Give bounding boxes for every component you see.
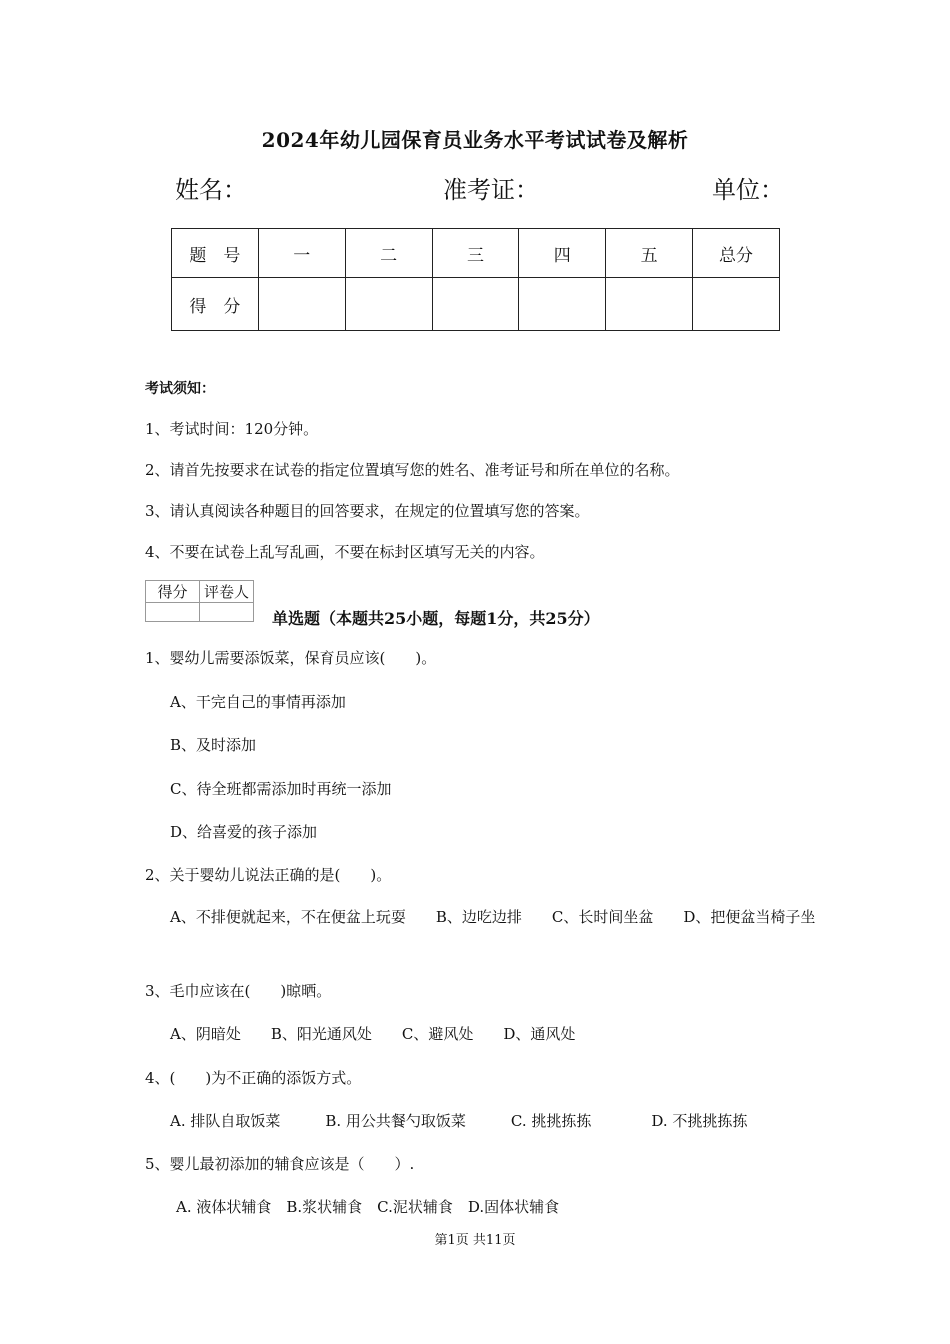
score-cell-part-3 [432,278,519,331]
question-options-inline: A. 排队自取饭菜 B. 用公共餐勺取饭菜 C. 挑挑拣拣 D. 不挑挑拣拣 [170,1112,748,1130]
question-options-inline: A、不排便就起来，不在便盆上玩耍 B、边吃边排 C、长时间坐盆 D、把便盆当椅子坐 [170,908,816,926]
grader-name-cell [200,603,254,622]
score-table-score-row [172,278,780,331]
name-field-label: 姓名： [175,176,247,204]
score-header-part-5: 五 [606,229,693,278]
question-stem: 5、婴儿最初添加的辅食应该是（ ）. [145,1155,415,1173]
score-cell-part-1 [258,278,345,331]
question-stem: 4、( )为不正确的添饭方式。 [145,1069,362,1087]
question-option: D、给喜爱的孩子添加 [170,823,318,841]
question-option: B、及时添加 [170,736,257,754]
score-table-header-row [172,229,780,278]
score-header-part-2: 二 [345,229,432,278]
grader-score-label: 得分 [146,581,200,603]
question-options-inline: A、阴暗处 B、阳光通风处 C、避风处 D、通风处 [170,1025,576,1043]
score-table [171,228,780,331]
grader-name-label: 评卷人 [200,581,254,603]
section-title: 单选题（本题共25小题，每题1分，共25分） [272,609,600,628]
exam-id-field-label: 准考证： [443,176,539,204]
score-cell-part-4 [519,278,606,331]
notice-item: 2、请首先按要求在试卷的指定位置填写您的姓名、准考证号和所在单位的名称。 [145,461,680,479]
score-row-label: 得 分 [172,278,259,331]
question-options-inline: A. 液体状辅食 B.浆状辅食 C.泥状辅食 D.固体状辅食 [176,1198,560,1216]
score-header-label: 题 号 [172,229,259,278]
notice-item: 1、考试时间：120分钟。 [145,420,319,438]
page-title: 2024年幼儿园保育员业务水平考试试卷及解析 [261,128,689,152]
score-cell-part-2 [345,278,432,331]
score-header-total: 总分 [693,229,780,278]
score-cell-total [693,278,780,331]
notice-item: 4、不要在试卷上乱写乱画，不要在标封区填写无关的内容。 [145,543,545,561]
question-stem: 1、婴幼儿需要添饭菜，保育员应该( )。 [145,649,437,667]
score-header-part-3: 三 [432,229,519,278]
grader-score-cell [146,603,200,622]
question-stem: 3、毛巾应该在( )晾晒。 [145,982,332,1000]
question-option: A、干完自己的事情再添加 [170,693,346,711]
score-cell-part-5 [606,278,693,331]
question-option: C、待全班都需添加时再统一添加 [170,780,392,798]
score-header-part-1: 一 [258,229,345,278]
grader-box [145,580,254,622]
notice-heading: 考试须知： [145,381,215,397]
notice-item: 3、请认真阅读各种题目的回答要求，在规定的位置填写您的答案。 [145,502,590,520]
score-header-part-4: 四 [519,229,606,278]
unit-field-label: 单位： [712,176,784,204]
page-footer: 第1页 共11页 [434,1233,516,1248]
question-stem: 2、关于婴幼儿说法正确的是( )。 [145,866,392,884]
